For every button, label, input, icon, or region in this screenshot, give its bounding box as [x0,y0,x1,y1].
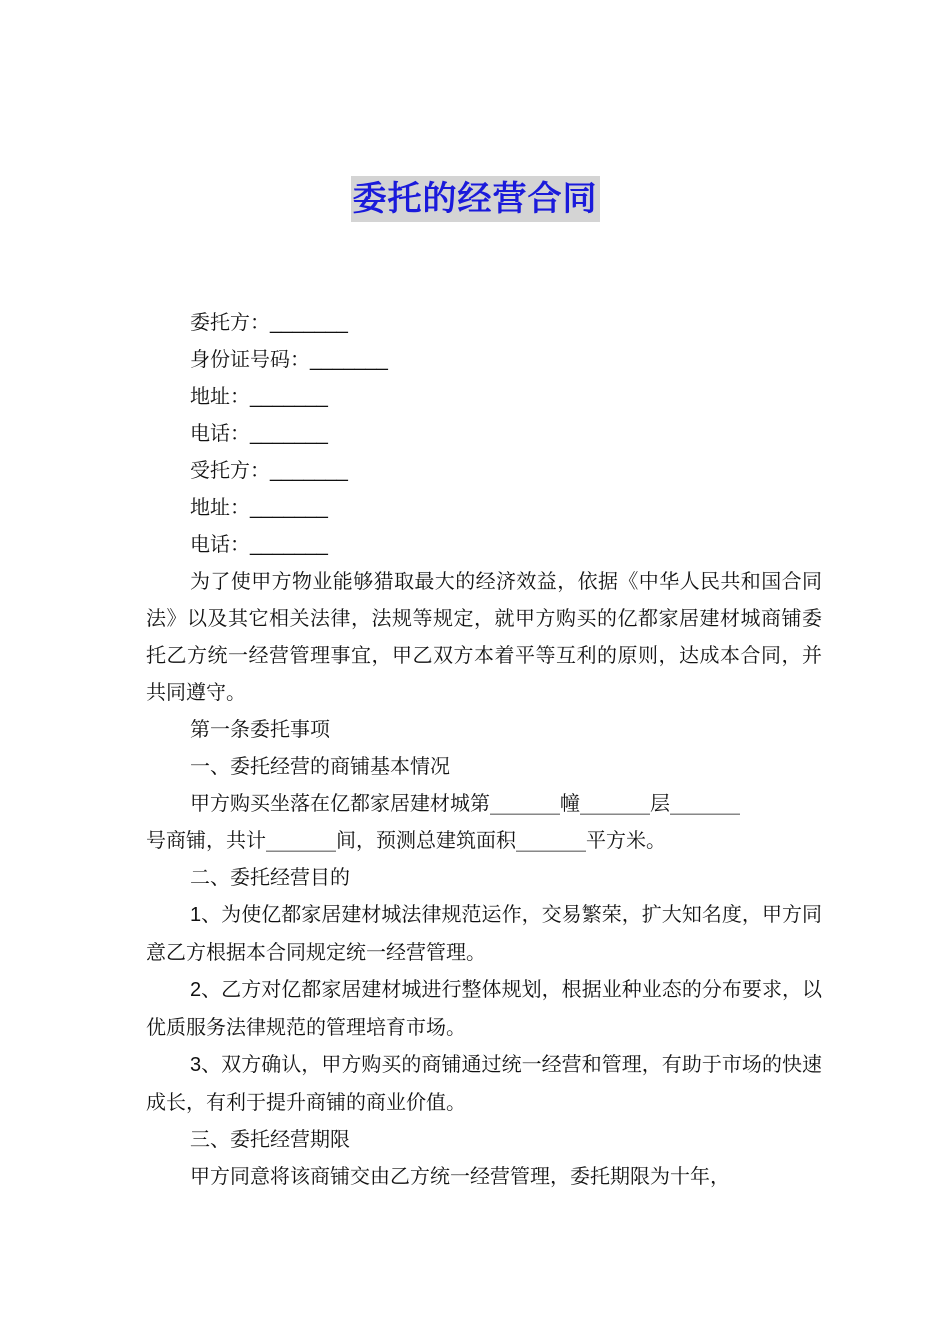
title-container [0,176,950,222]
document-title: 委托的经营合同 [351,176,600,222]
section-2-item-1 [146,896,822,971]
section-3-text: 甲方同意将该商铺交由乙方统一经营管理，委托期限为十年， [190,1164,730,1188]
field-label: 电话： [190,532,250,556]
intro-paragraph: 为了使甲方物业能够猎取最大的经济效益，依据《中华人民共和国合同法》以及其它相关法律，法规等规定，就甲方购买的亿都家居建材城商铺委托乙方统一经营管理事宜，甲乙双方本着平等互利的原则，达成本合同，并共同遵守。 [146,569,822,704]
field-blank: _______ [250,386,328,408]
document-body [146,304,822,1195]
section-1-line-2: 号商铺，共计_______间，预测总建筑面积_______平方米。 [146,828,666,852]
item-text: 、为使亿都家居建材城法律规范运作，交易繁荣，扩大知名度，甲方同意乙方根据本合同规定统一经营管理。 [146,902,822,964]
item-text: 、双方确认，甲方购买的商铺通过统一经营和管理，有助于市场的快速成长，有利于提升商铺的商业价值。 [146,1052,822,1114]
field-label: 地址： [190,384,250,408]
field-blank: _______ [270,460,348,482]
item-text: 、乙方对亿都家居建材城进行整体规划，根据业种业态的分布要求，以优质服务法律规范的管理培育市场。 [146,977,822,1039]
field-phone-2 [146,526,822,563]
article-1-heading: 第一条委托事项 [190,717,330,741]
field-address [146,378,822,415]
field-label: 身份证号码： [190,347,310,371]
field-id-number [146,341,822,378]
field-label: 地址： [190,495,250,519]
item-number: 1 [190,904,202,926]
section-2-heading: 二、委托经营目的 [190,865,350,889]
field-entrusted-party [146,452,822,489]
item-number: 2 [190,979,202,1001]
section-3-heading: 三、委托经营期限 [190,1127,350,1151]
section-1-heading: 一、委托经营的商铺基本情况 [190,754,450,778]
field-phone [146,415,822,452]
item-number: 3 [190,1054,202,1076]
field-blank: _______ [250,497,328,519]
section-2-item-3 [146,1046,822,1121]
field-label: 受托方： [190,458,270,482]
field-address-2 [146,489,822,526]
section-2-item-2 [146,971,822,1046]
field-label: 电话： [190,421,250,445]
field-blank: _______ [250,534,328,556]
field-label: 委托方： [190,310,270,334]
field-entrusting-party [146,304,822,341]
field-blank: _______ [270,312,348,334]
field-blank: _______ [310,349,388,371]
field-blank: _______ [250,423,328,445]
section-1-line-1: 甲方购买坐落在亿都家居建材城第_______幢_______层_______ [190,791,740,815]
